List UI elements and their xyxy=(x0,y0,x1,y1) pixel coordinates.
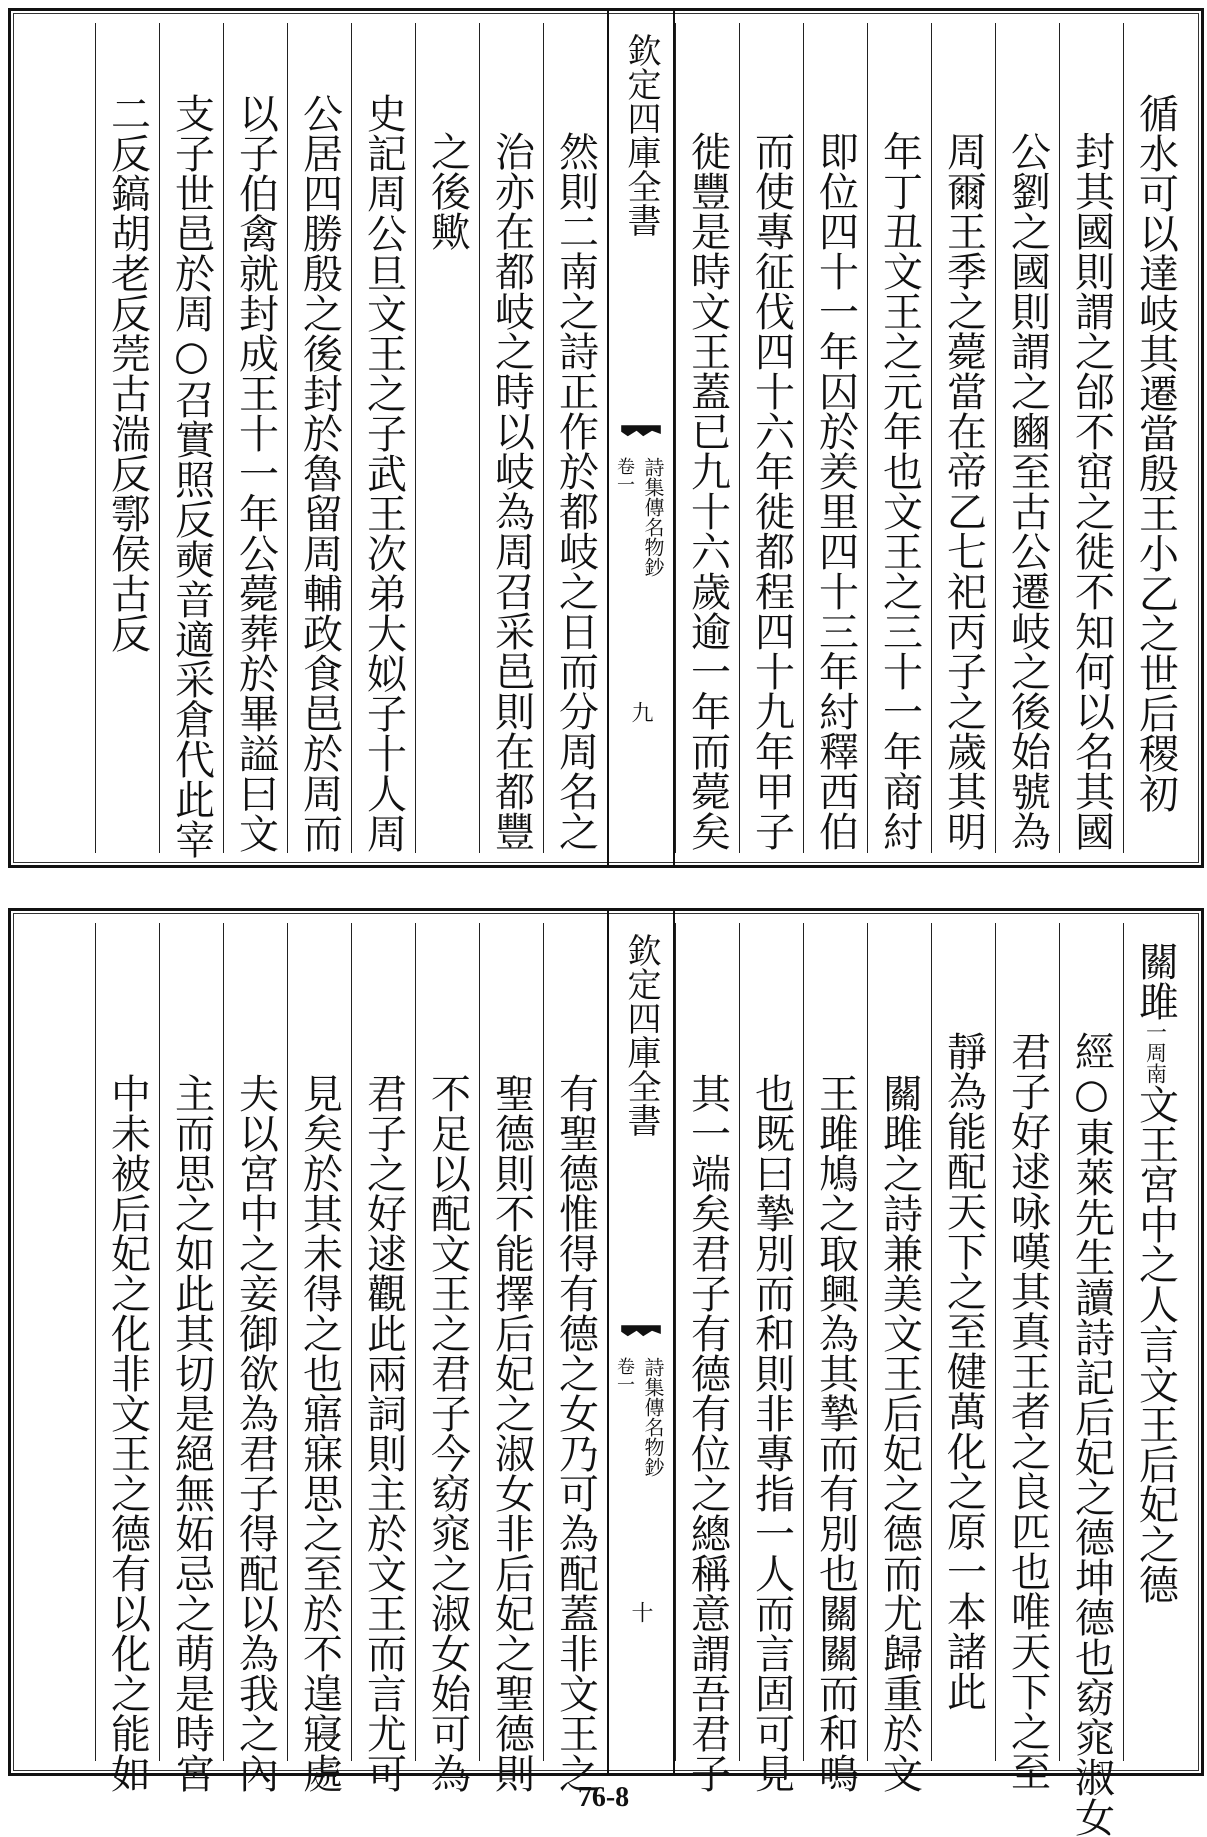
column-text: 即位四十一年囚於羑里四十三年紂釋西伯 xyxy=(812,131,859,851)
text-column xyxy=(803,923,867,1793)
text-column xyxy=(159,23,223,859)
column-text: 其一端矣君子有德有位之總稱意謂吾君子 xyxy=(684,1073,731,1793)
text-column xyxy=(739,23,803,853)
book-title: 欽定四庫全書 xyxy=(621,933,661,1137)
column-text: 君子好逑咏嘆其真王者之良匹也唯天下之至 xyxy=(1004,1031,1051,1791)
top-page-body xyxy=(25,23,1187,859)
column-text: 夫以宮中之妾御欲為君子得配以為我之內 xyxy=(232,1073,279,1793)
text-column xyxy=(1059,23,1123,853)
text-column xyxy=(803,23,867,853)
column-text: 年丁丑文王之元年也文王之三十一年商紂 xyxy=(876,131,923,851)
column-text: 史記周公旦文王之子武王次弟大姒子十人周 xyxy=(360,93,407,853)
fish-tail-mark xyxy=(619,421,663,447)
column-text: 關雎之詩兼美文王后妃之德而尤歸重於文 xyxy=(876,1073,923,1793)
page-number: 76-8 xyxy=(577,1782,630,1813)
text-column xyxy=(159,923,223,1793)
text-column xyxy=(675,923,739,1793)
text-column xyxy=(287,923,351,1793)
center-margin xyxy=(607,911,675,1773)
column-text: 而使專征伐四十六年徙都程四十九年甲子 xyxy=(748,131,795,851)
text-column xyxy=(995,923,1059,1791)
column-text: 不足以配文王之君子今窈窕之淑女始可為 xyxy=(424,1073,471,1793)
column-text: 公劉之國則謂之豳至古公遷岐之後始號為 xyxy=(1004,131,1051,851)
text-column xyxy=(867,23,931,853)
book-title: 欽定四庫全書 xyxy=(621,33,661,237)
column-text: 循水可以達岐其遷當殷王小乙之世后稷初 xyxy=(1132,93,1179,813)
text-column xyxy=(543,923,607,1793)
folio-number: 十 xyxy=(628,1601,653,1623)
column-text: 公居四勝殷之後封於魯留周輔政食邑於周而 xyxy=(296,93,343,853)
chapter-text: 文王宮中之人言文王后妃之德 xyxy=(1132,1084,1179,1604)
center-margin xyxy=(607,11,675,865)
text-column xyxy=(1123,23,1187,853)
text-column xyxy=(1123,923,1187,1761)
column-text: 見矣於其未得之也寤寐思之至於不遑寢處 xyxy=(296,1073,343,1793)
column-text: 之後歟 xyxy=(424,131,471,251)
text-column xyxy=(223,923,287,1793)
work-title: 詩集傳名物鈔 xyxy=(641,1357,665,1477)
text-column xyxy=(223,23,287,853)
text-column xyxy=(479,23,543,853)
column-text: 也既曰摯別而和則非專指一人而言固可見 xyxy=(748,1073,795,1793)
column-text: 主而思之如此其切是絕無妬忌之萌是時宮 xyxy=(168,1073,215,1793)
text-column xyxy=(287,23,351,853)
text-column xyxy=(415,923,479,1793)
work-title: 詩集傳名物鈔 xyxy=(641,457,665,577)
folio-number: 九 xyxy=(628,701,653,723)
text-column xyxy=(95,923,159,1793)
text-column xyxy=(351,23,415,853)
column-text: 君子之好逑觀此兩詞則主於文王而言尤可 xyxy=(360,1073,407,1793)
column-text: 經○東萊先生讀詩記后妃之德坤德也窈窕淑女 xyxy=(1068,1031,1115,1837)
text-column xyxy=(675,23,739,853)
column-text: 以子伯禽就封成王十一年公薨葬於畢謚曰文 xyxy=(232,93,279,853)
text-column xyxy=(1059,923,1123,1837)
column-text: 然則二南之詩正作於都岐之日而分周名之 xyxy=(552,131,599,851)
top-page xyxy=(8,8,1204,868)
text-column xyxy=(479,923,543,1793)
text-column xyxy=(543,23,607,853)
text-column xyxy=(931,923,995,1761)
column-text: 有聖德惟得有德之女乃可為配蓋非文王之 xyxy=(552,1073,599,1793)
column-text: 王雎鳩之取興為其摯而有別也關關而和鳴 xyxy=(812,1073,859,1793)
column-text: 二反鎬胡老反莞古湍反鄠侯古反 xyxy=(104,93,151,653)
column-text: 周爾王季之薨當在帝乙七祀丙子之歲其明 xyxy=(940,131,987,851)
volume-label: 卷一 xyxy=(614,1357,635,1393)
text-column xyxy=(867,923,931,1793)
volume-label: 卷一 xyxy=(614,457,635,493)
column-text: 支子世邑於周○召實照反奭音適采倉代此宰 xyxy=(168,93,215,859)
column-text: 中未被后妃之化非文王之德有以化之能如 xyxy=(104,1073,151,1793)
text-column xyxy=(739,923,803,1793)
text-column xyxy=(415,23,479,853)
column-text: 治亦在都岐之時以岐為周召采邑則在都豐 xyxy=(488,131,535,851)
column-text: 聖德則不能擇后妃之淑女非后妃之聖德則 xyxy=(488,1073,535,1793)
column-text xyxy=(1125,941,1187,1604)
column-text: 靜為能配天下之至健萬化之原一本諸此 xyxy=(940,1031,987,1711)
text-column xyxy=(351,923,415,1793)
chapter-heading: 關雎 xyxy=(1132,941,1179,1021)
text-column xyxy=(995,23,1059,853)
column-text: 徙豐是時文王蓋已九十六歲逾一年而薨矣 xyxy=(684,131,731,851)
fish-tail-mark xyxy=(619,1321,663,1347)
text-column xyxy=(95,23,159,853)
text-column xyxy=(931,23,995,853)
chapter-note: 一周南 xyxy=(1143,1021,1168,1084)
column-text: 封其國則謂之邰不窋之徙不知何以名其國 xyxy=(1068,131,1115,851)
